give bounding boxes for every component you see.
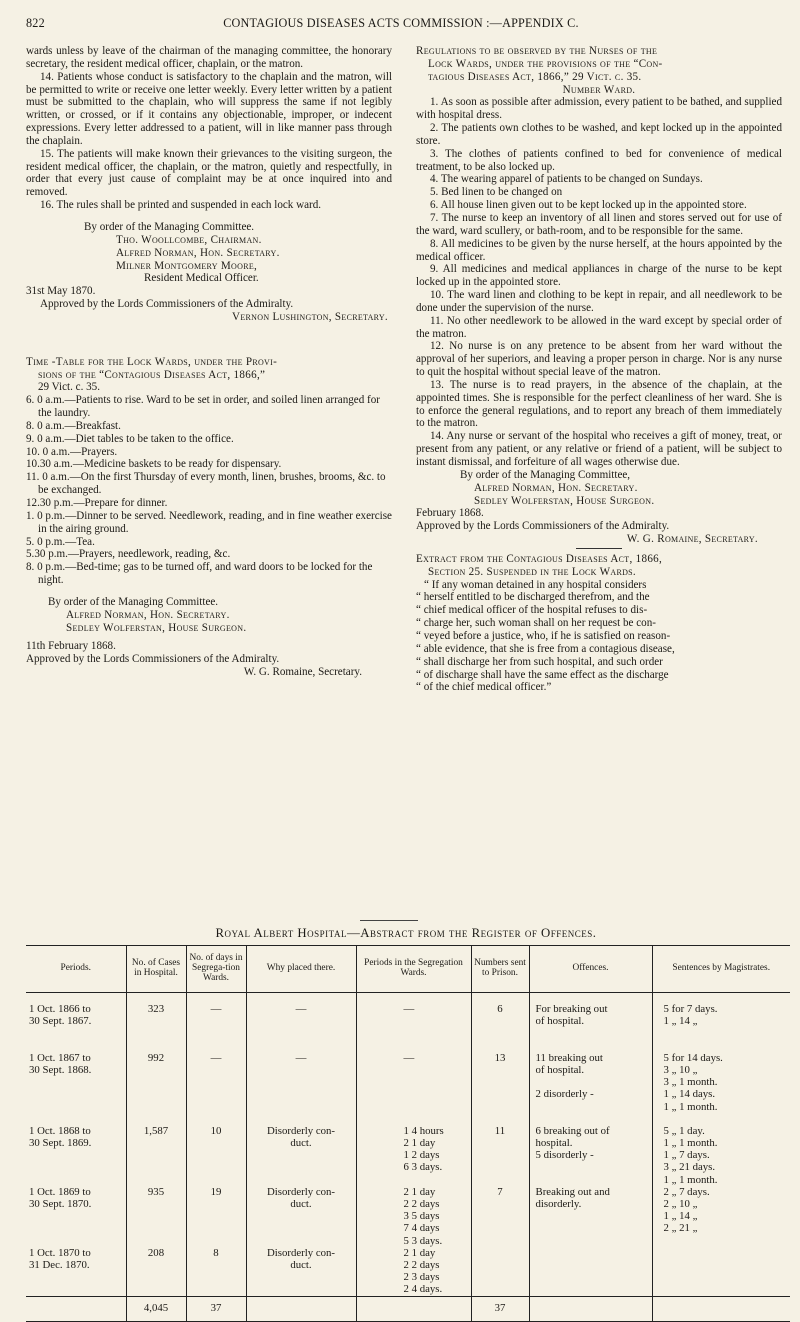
timetable-entry: 1. 0 p.m.—Dinner to be served. Needlework, reading, and in fine weather exercise in the airing ground. — [26, 509, 392, 535]
cell-period — [26, 1247, 126, 1296]
cell-why — [246, 993, 356, 1052]
divider — [576, 548, 622, 549]
table-row — [26, 1186, 790, 1247]
cell-line: 208 — [147, 1246, 165, 1259]
timetable-entry: 8. 0 a.m.—Breakfast. — [26, 419, 121, 432]
header-cases: No. of Cases in Hospital. — [126, 946, 186, 993]
totals-row — [26, 1296, 790, 1321]
cell-line: — — [295, 1003, 307, 1015]
table-row — [26, 1125, 790, 1186]
nurse-rule: 13. The nurse is to read prayers, in the absence of the chaplain, at the appointed times. She is responsible for the perfect cleanliness of her ward. She is to enforce the general regulations, and to report any breach of them immediately to the matron. — [416, 378, 782, 430]
cell-line: 2 2 days — [403, 1258, 440, 1271]
cell-offences — [529, 1247, 652, 1296]
cell-line: 3 „ 10 „ — [663, 1063, 698, 1076]
cell-line: 2 1 day — [403, 1185, 436, 1198]
timetable-title-3: 29 Vict. c. 35. — [38, 381, 100, 394]
header-periods: Periods. — [26, 946, 126, 993]
cell-line: 1 Oct. 1870 to — [29, 1246, 91, 1259]
extract-line: “ shall discharge her from such hospital, and such order — [416, 655, 663, 668]
cell-period — [26, 1186, 126, 1247]
cell-cases — [126, 1125, 186, 1186]
total-cases: 4,045 — [126, 1296, 186, 1321]
total-days: 37 — [186, 1296, 246, 1321]
extract-line: “ If any woman detained in any hospital considers — [424, 578, 647, 591]
cell-line: 30 Sept. 1870. — [29, 1198, 92, 1210]
cell-line: 1 „ 1 month. — [663, 1173, 718, 1186]
extract-title-2: Section 25. Suspended in the Lock Wards. — [428, 565, 636, 578]
approval-line: Approved by the Lords Commissioners of the Admiralty. — [40, 298, 294, 311]
cell-days — [186, 1125, 246, 1186]
nurse-rule: 11. No other needlework to be allowed in the ward except by special order of the matron. — [416, 314, 782, 340]
cell-line: disorderly. — [535, 1198, 582, 1210]
extract-line: “ able evidence, that she is free from a contagious disease, — [416, 642, 675, 655]
cell-prison — [471, 993, 529, 1052]
cell-line: of hospital. — [535, 1015, 585, 1028]
cell-seg-periods — [356, 1186, 471, 1247]
cell-line: 5 „ 1 day. — [663, 1124, 705, 1137]
cell-line — [475, 1247, 526, 1259]
cell-line: 935 — [147, 1185, 165, 1198]
cell-line: 1,587 — [143, 1124, 169, 1137]
cell-line: 31 Dec. 1870. — [29, 1258, 90, 1271]
cell-line: 19 — [210, 1185, 222, 1198]
cell-line: 2 3 days — [403, 1271, 440, 1284]
table-row — [26, 1247, 790, 1296]
cell-line: 7 — [497, 1185, 503, 1198]
regulations-title-2: Lock Wards, under the provisions of the “Con- — [428, 57, 663, 70]
offences-table — [26, 945, 790, 1322]
nurse-rule: 6. All house linen given out to be kept locked up in the appointed store. — [430, 199, 747, 212]
cell-line: 6 breaking out of — [535, 1124, 610, 1137]
header-offences: Offences. — [529, 946, 652, 993]
timetable-title: Time -Table for the Lock Wards, under the Provi- — [26, 355, 278, 368]
signature-surgeon: Sedley Wolferstan, House Surgeon. — [474, 494, 655, 507]
cell-line: — — [403, 1051, 415, 1064]
cell-line: 5 disorderly - — [535, 1149, 594, 1162]
signature-secretary: Alfred Norman, Hon. Secretary. — [116, 246, 280, 259]
number-ward-heading: Number Ward. — [562, 83, 636, 96]
rule-14: 14. Patients whose conduct is satisfactory to the chaplain and the matron, will be permitted to write or receive one letter weekly. Every letter written by a patient must be submitted to the chaplain, who will suppress the same if not legibly written, or crossed, or if it contains any objectionable, improper, or indecent expressions. Every letter addressed to a patient, will in like manner pass through the chaplain. — [26, 70, 392, 147]
timetable-entry: 10. 0 a.m.—Prayers. — [26, 445, 118, 458]
cell-line: 323 — [147, 1003, 165, 1015]
table-row — [26, 993, 790, 1052]
approval-line: Approved by the Lords Commissioners of the Admiralty. — [26, 653, 280, 666]
timetable-entry: 5.30 p.m.—Prayers, needlework, reading, &c. — [26, 548, 231, 561]
cell-line: Disorderly con- — [266, 1124, 336, 1137]
cell-seg-periods — [356, 1125, 471, 1186]
running-header — [26, 16, 776, 32]
cell-days — [186, 993, 246, 1052]
cell-line: Disorderly con- — [266, 1246, 336, 1259]
cell-line: duct. — [290, 1137, 312, 1150]
timetable-entry: 11. 0 a.m.—On the first Thursday of every month, linen, brushes, brooms, &c. to be exchanged. — [26, 471, 386, 497]
cell-line: 11 — [494, 1124, 506, 1137]
cell-line: 1 „ 14 „ — [663, 1210, 698, 1223]
cell-line: 7 4 days — [403, 1222, 440, 1235]
total-prison: 37 — [471, 1296, 529, 1321]
paragraph-continued: wards unless by leave of the chairman of the managing committee, the honorary secretary, the resident medical officer, chaplain, or the matron. — [26, 45, 392, 70]
cell-line: Disorderly con- — [266, 1185, 336, 1198]
cell-prison — [471, 1052, 529, 1125]
date-line: February 1868. — [416, 507, 484, 520]
timetable-entry: 6. 0 a.m.—Patients to rise. Ward to be set in order, and soiled linen arranged for the laundry. — [26, 394, 380, 420]
cell-line: 1 Oct. 1868 to — [29, 1124, 91, 1137]
cell-line: 5 for 14 days. — [663, 1051, 723, 1064]
cell-cases — [126, 1247, 186, 1296]
nurse-rule: 2. The patients own clothes to be washed, and kept locked up in the appointed store. — [416, 122, 782, 147]
cell-sentences — [652, 1186, 790, 1247]
signature-title: Resident Medical Officer. — [144, 272, 259, 285]
cell-line: — — [210, 1051, 222, 1064]
cell-line: 1 „ 14 days. — [663, 1088, 716, 1101]
header-days: No. of days in Segrega-tion Wards. — [186, 946, 246, 993]
cell-sentences — [652, 993, 790, 1052]
cell-line: 3 „ 21 days. — [663, 1161, 716, 1174]
cell-line: 2 1 day — [403, 1137, 436, 1150]
table-title: Royal Albert Hospital—Abstract from the Register of Offences. — [215, 926, 597, 940]
cell-cases — [126, 1052, 186, 1125]
running-title: CONTAGIOUS DISEASES ACTS COMMISSION :—APPENDIX C. — [223, 16, 579, 30]
cell-line: hospital. — [535, 1137, 573, 1150]
rule-15: 15. The patients will make known their grievances to the visiting surgeon, the resident medical officer, the chaplain, or the matron, quietly and respectfully, in order that every just cause of complaint may be at once inquired into and removed. — [26, 147, 392, 199]
cell-sentences — [652, 1247, 790, 1296]
timetable-title-2: sions of the “Contagious Diseases Act, 1866,” — [38, 368, 266, 381]
nurse-rule: 12. No nurse is on any pretence to be absent from her ward without the approval of her superiors, and leaving a proper person in charge. Nor is any nurse to quit the hospital without special leave of the matron. — [416, 340, 782, 379]
extract-line: “ chief medical officer of the hospital refuses to dis- — [416, 604, 648, 617]
nurse-rule: 7. The nurse to keep an inventory of all linen and stores served out for use of the ward, ward scullery, or bath-room, and to be responsible for the same. — [416, 211, 782, 237]
cell-line: 3 „ 1 month. — [663, 1076, 718, 1089]
cell-line: 1 4 hours — [403, 1124, 444, 1137]
nurse-rule: 9. All medicines and medical appliances in charge of the nurse to be kept locked up in the appointed store. — [416, 263, 782, 289]
divider — [360, 920, 418, 921]
cell-line: 5 3 days. — [403, 1234, 443, 1247]
signature-surgeon: Sedley Wolferstan, House Surgeon. — [66, 621, 247, 634]
cell-prison — [471, 1186, 529, 1247]
cell-line: 6 3 days. — [403, 1161, 443, 1174]
cell-line — [536, 1076, 649, 1088]
cell-line: 2 „ 10 „ — [663, 1198, 698, 1210]
approval-line: Approved by the Lords Commissioners of the Admiralty. — [416, 520, 670, 533]
timetable-entry: 9. 0 a.m.—Diet tables to be taken to the office. — [26, 432, 234, 445]
signature-secretary: Alfred Norman, Hon. Secretary. — [474, 481, 638, 494]
cell-seg-periods — [356, 1247, 471, 1296]
header-sentences: Sentences by Magistrates. — [652, 946, 790, 993]
extract-line: “ of discharge shall have the same effect as the discharge — [416, 668, 669, 681]
cell-why — [246, 1247, 356, 1296]
header-seg-periods: Periods in the Segregation Wards. — [356, 946, 471, 993]
cell-line: 1 2 days — [403, 1149, 440, 1162]
nurse-rule: 3. The clothes of patients confined to bed for convenience of medical treatment, to be also locked up. — [416, 147, 782, 173]
cell-line: 2 „ 21 „ — [663, 1222, 698, 1235]
right-column — [416, 45, 782, 694]
admiralty-secretary: W. G. Romaine, Secretary. — [626, 533, 758, 546]
page-number: 822 — [26, 16, 45, 30]
cell-days — [186, 1247, 246, 1296]
cell-seg-periods — [356, 1052, 471, 1125]
cell-line: 30 Sept. 1867. — [29, 1015, 92, 1028]
order-line: By order of the Managing Committee, — [460, 468, 631, 481]
cell-line: 8 — [213, 1246, 219, 1259]
cell-line: 1 Oct. 1867 to — [29, 1051, 91, 1064]
nurse-rule: 1. As soon as possible after admission, every patient to be bathed, and supplied with hospital dress. — [416, 96, 782, 122]
cell-line: 2 2 days — [403, 1198, 440, 1210]
extract-line: “ charge her, such woman shall on her request be con- — [416, 617, 656, 630]
cell-days — [186, 1186, 246, 1247]
cell-line: of hospital. — [535, 1063, 585, 1076]
cell-line: 992 — [147, 1051, 165, 1064]
cell-period — [26, 1052, 126, 1125]
signature-secretary: Alfred Norman, Hon. Secretary. — [66, 608, 230, 621]
cell-offences — [529, 1052, 652, 1125]
cell-seg-periods — [356, 993, 471, 1052]
timetable-entry: 5. 0 p.m.—Tea. — [26, 535, 95, 548]
cell-line: 1 Oct. 1866 to — [29, 1003, 91, 1015]
cell-days — [186, 1052, 246, 1125]
nurse-rule: 4. The wearing apparel of patients to be changed on Sundays. — [430, 173, 703, 186]
cell-prison — [471, 1125, 529, 1186]
extract-line: “ of the chief medical officer.” — [416, 681, 552, 694]
regulations-title-3: tagious Diseases Act, 1866,” 29 Vict. c. 35. — [428, 70, 642, 83]
nurse-rule: 10. The ward linen and clothing to be kept in repair, and all needlework to be done under the supervision of the nurse. — [416, 289, 782, 314]
cell-line: 1 Oct. 1869 to — [29, 1185, 91, 1198]
nurse-rule: 5. Bed linen to be changed on — [430, 186, 563, 199]
admiralty-secretary: Vernon Lushington, Secretary. — [232, 310, 388, 323]
cell-offences — [529, 993, 652, 1052]
cell-line: 11 breaking out — [535, 1051, 603, 1064]
rule-16: 16. The rules shall be printed and suspended in each lock ward. — [40, 199, 322, 212]
order-line: By order of the Managing Committee. — [48, 595, 219, 608]
date-line: 31st May 1870. — [26, 285, 96, 298]
extract-line: “ veyed before a justice, who, if he is satisfied on reason- — [416, 629, 671, 642]
cell-line: 30 Sept. 1868. — [29, 1063, 92, 1076]
cell-line: duct. — [290, 1258, 312, 1271]
cell-why — [246, 1186, 356, 1247]
cell-line: 1 „ 7 days. — [663, 1149, 710, 1162]
cell-line: 3 5 days — [403, 1210, 440, 1223]
cell-line: — — [210, 1003, 222, 1015]
extract-line: “ herself entitled to be discharged therefrom, and the — [416, 591, 650, 604]
cell-why — [246, 1052, 356, 1125]
header-why: Why placed there. — [246, 946, 356, 993]
cell-line: 1 „ 14 „ — [663, 1015, 698, 1028]
cell-offences — [529, 1186, 652, 1247]
cell-period — [26, 1125, 126, 1186]
cell-line: duct. — [290, 1198, 312, 1210]
timetable-entry: 8. 0 p.m.—Bed-time; gas to be turned off, and ward doors to be locked for the night. — [26, 561, 373, 587]
cell-line: 10 — [210, 1124, 222, 1137]
nurse-rule: 14. Any nurse or servant of the hospital who receives a gift of money, treat, or present from any patient, or any relative or friend of a patient, will be subject to instant dismissal, and forfeiture of all wages otherwise due. — [416, 430, 782, 468]
cell-line: 30 Sept. 1869. — [29, 1137, 92, 1150]
cell-line: 5 for 7 days. — [663, 1003, 718, 1015]
table-row — [26, 1052, 790, 1125]
cell-why — [246, 1125, 356, 1186]
cell-sentences — [652, 1125, 790, 1186]
cell-line: 2 „ 7 days. — [663, 1185, 710, 1198]
date-line: 11th February 1868. — [26, 640, 116, 653]
cell-line: Breaking out and — [535, 1185, 610, 1198]
admiralty-secretary: W. G. Romaine, Secretary. — [243, 666, 362, 679]
cell-prison — [471, 1247, 529, 1296]
cell-cases — [126, 993, 186, 1052]
table-body — [26, 993, 790, 1322]
nurse-rule: 8. All medicines to be given by the nurse herself, at the hours appointed by the medical officer. — [416, 237, 782, 263]
table-header-row — [26, 946, 790, 993]
regulations-title: Regulations to be observed by the Nurses of the — [416, 45, 658, 57]
timetable-entry: 10.30 a.m.—Medicine baskets to be ready for dispensary. — [26, 458, 282, 471]
cell-line: — — [403, 1003, 415, 1015]
cell-line: 2 1 day — [403, 1246, 436, 1259]
extract-title: Extract from the Contagious Diseases Act, 1866, — [416, 552, 663, 565]
signature-medical-officer: Milner Montgomery Moore, — [116, 259, 258, 272]
cell-line: 1 „ 1 month. — [663, 1137, 718, 1150]
cell-line: 13 — [494, 1051, 506, 1064]
cell-sentences — [652, 1052, 790, 1125]
left-column — [26, 45, 392, 679]
header-prison: Numbers sent to Prison. — [471, 946, 529, 993]
order-line: By order of the Managing Committee. — [84, 220, 255, 233]
cell-offences — [529, 1125, 652, 1186]
cell-line: — — [295, 1051, 307, 1064]
cell-line: 6 — [497, 1003, 503, 1015]
cell-cases — [126, 1186, 186, 1247]
cell-line: For breaking out — [535, 1003, 608, 1015]
timetable-entry: 12.30 p.m.—Prepare for dinner. — [26, 497, 168, 509]
cell-line: 2 4 days. — [403, 1283, 443, 1296]
cell-period — [26, 993, 126, 1052]
signature-chairman: Tho. Woollcombe, Chairman. — [116, 233, 262, 246]
cell-line: 2 disorderly - — [535, 1088, 594, 1101]
cell-line: 1 „ 1 month. — [663, 1100, 718, 1113]
timetable-list — [26, 394, 392, 587]
